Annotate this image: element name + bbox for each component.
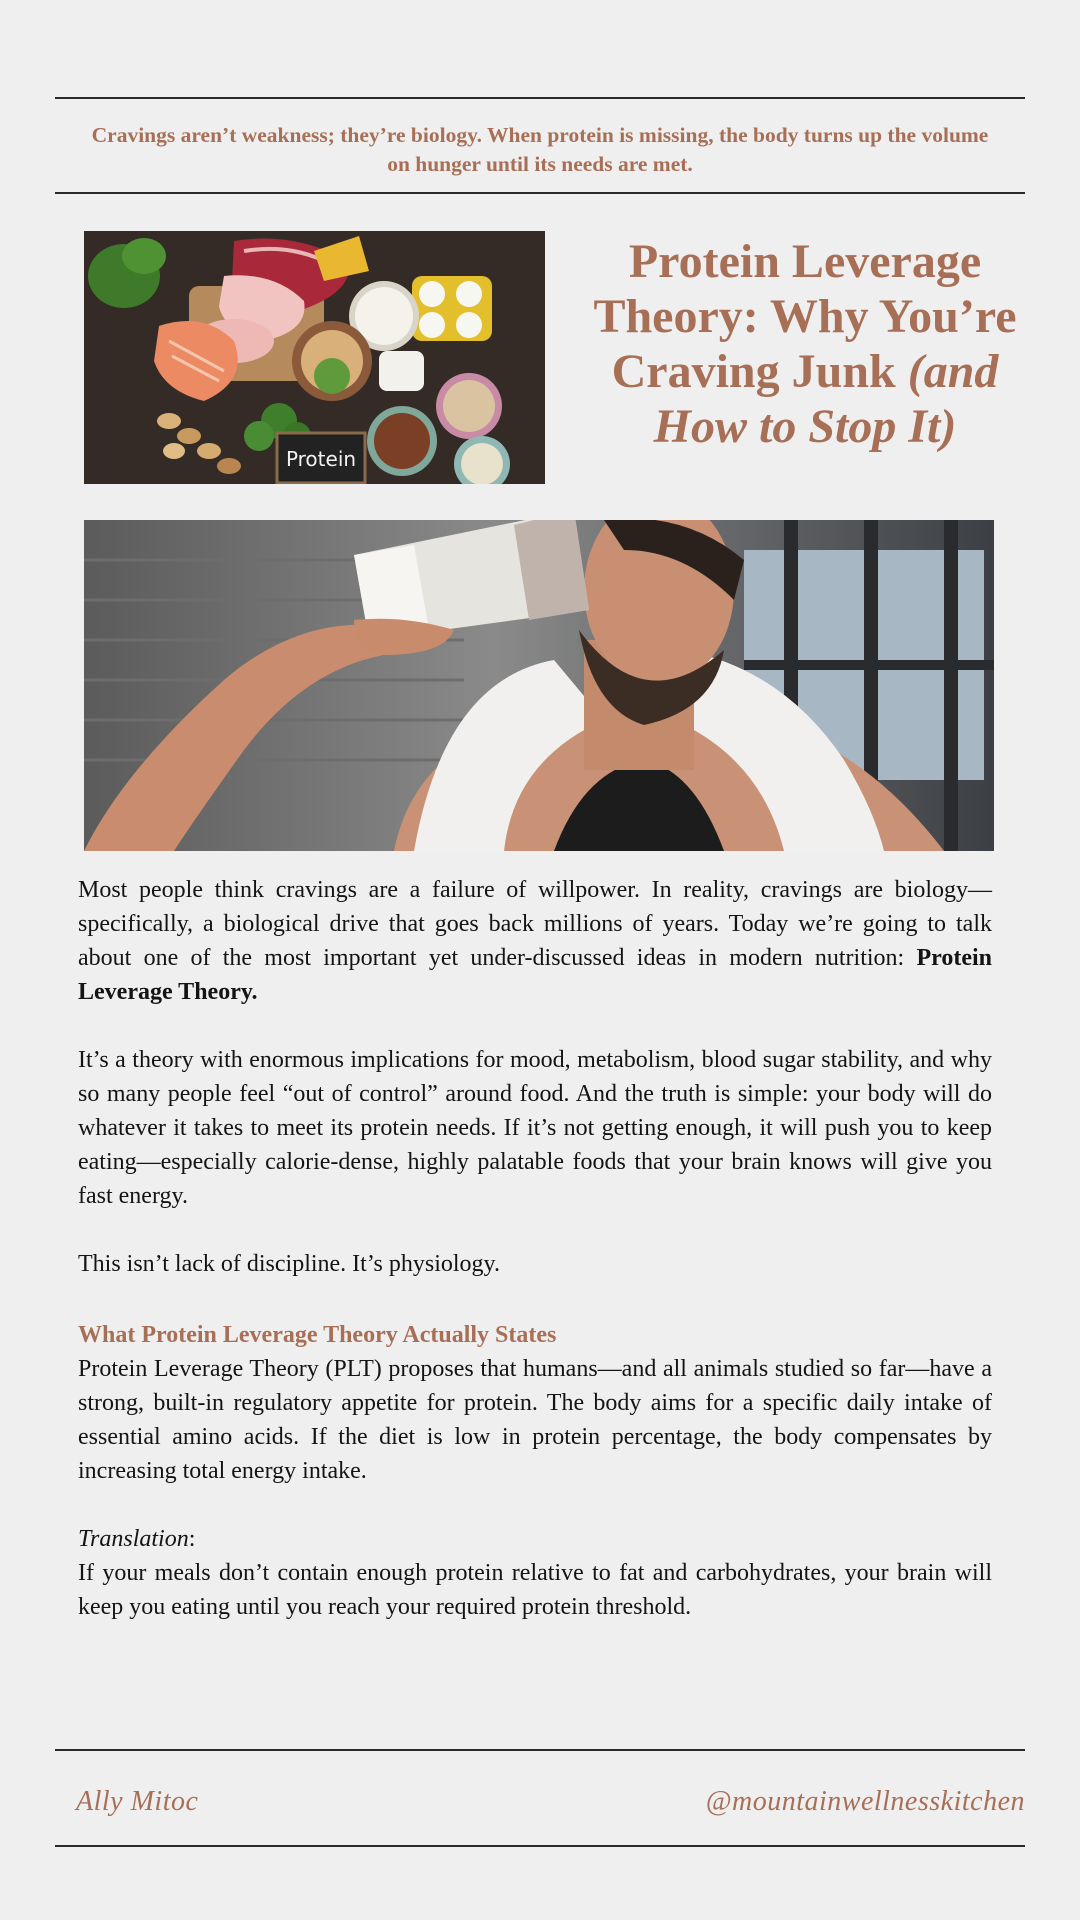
- intro-paragraph-text: Most people think cravings are a failure of willpower. In reality, cravings are biology—specifically, a biological drive that goes back millions of years. Today we’re going to talk about one of the most important yet under-discussed ideas in modern nutrition:: [78, 877, 992, 971]
- man-drinking-shake-image: [84, 520, 994, 851]
- footer-bottom-rule: [55, 1845, 1025, 1847]
- author-name: Ally Mitoc: [76, 1786, 199, 1817]
- physiology-text: This isn’t lack of discipline. It’s physiology.: [78, 1251, 500, 1277]
- translation-colon: :: [188, 1526, 196, 1552]
- theory-implications-text: It’s a theory with enormous implications for mood, metabolism, blood sugar stability, and why so many people feel “out of control” around food. And the truth is simple: your body will do whatever it takes to meet its protein needs. If it’s not getting enough, it will push you to keep eating—especially calorie-dense, highly palatable foods that your brain knows will give you fast energy.: [78, 1047, 992, 1209]
- footer-top-rule: [55, 1749, 1025, 1751]
- protein-sign-label: Protein: [285, 447, 357, 471]
- physiology-paragraph: [78, 1247, 992, 1281]
- protein-foods-image: [84, 231, 545, 484]
- article-title: [590, 234, 1020, 454]
- plt-definition-paragraph: [78, 1352, 992, 1488]
- section-heading: What Protein Leverage Theory Actually States: [78, 1322, 557, 1348]
- header-quote: Cravings aren’t weakness; they’re biology. When protein is missing, the body turns up the volume on hunger until its needs are met.: [91, 123, 989, 176]
- translation-label-line: [78, 1522, 992, 1556]
- intro-paragraph: [78, 873, 992, 1009]
- plt-definition-text: Protein Leverage Theory (PLT) proposes that humans—and all animals studied so far—have a strong, built-in regulatory appetite for protein. The body aims for a specific daily intake of essential amino acids. If the diet is low in protein percentage, the body compensates by increasing total energy intake.: [78, 1356, 992, 1484]
- header-bottom-rule: [55, 192, 1025, 194]
- translation-text: If your meals don’t contain enough protein relative to fat and carbohydrates, your brain will keep you eating until you reach your required protein threshold.: [78, 1560, 992, 1620]
- article-title-main: Protein Leverage Theory: Why You’re Craving Junk: [593, 235, 1017, 398]
- header-top-rule: [55, 97, 1025, 99]
- theory-implications-paragraph: [78, 1043, 992, 1213]
- translation-paragraph: [78, 1556, 992, 1624]
- intro-paragraph-bold: Protein Leverage Theory.: [78, 945, 992, 1005]
- translation-label: Translation: [78, 1526, 189, 1552]
- man-drinking-shake-illustration: [84, 520, 994, 851]
- social-handle: @mountainwellnesskitchen: [705, 1786, 1025, 1817]
- article-title-italic: (and How to Stop It): [653, 345, 999, 453]
